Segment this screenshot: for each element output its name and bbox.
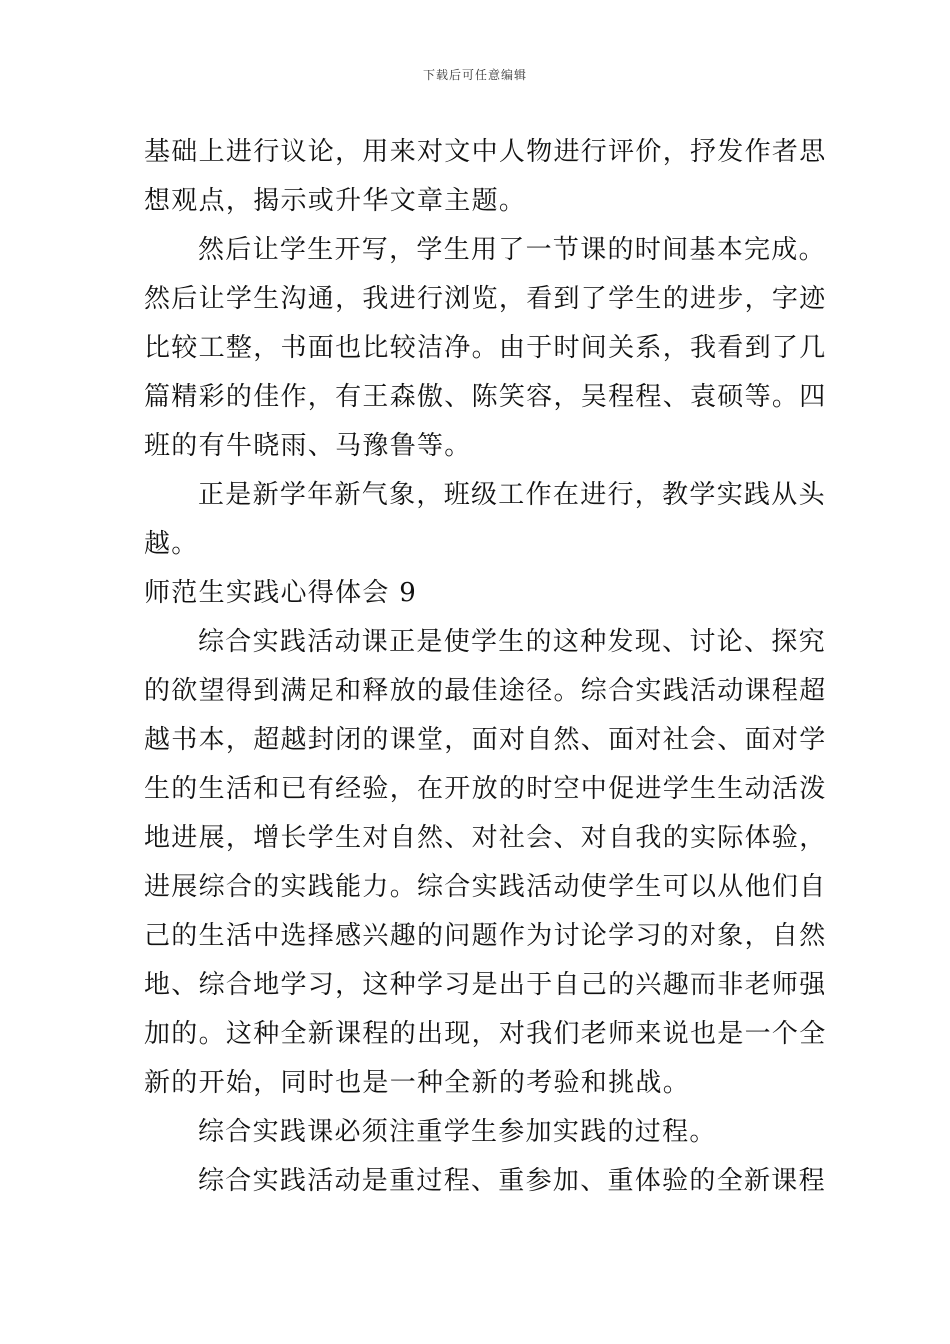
text-line: 比较工整，书面也比较洁净。由于时间关系，我看到了几 bbox=[144, 333, 827, 363]
text-line: 综合实践课必须注重学生参加实践的过程。 bbox=[198, 1117, 717, 1147]
text-line: 综合实践活动是重过程、重参加、重体验的全新课程 bbox=[198, 1166, 826, 1196]
text-line: 正是新学年新气象，班级工作在进行，教学实践从头 bbox=[198, 480, 826, 510]
text-line: 进展综合的实践能力。综合实践活动使学生可以从他们自 bbox=[144, 872, 827, 902]
text-line: 综合实践活动课正是使学生的这种发现、讨论、探究 bbox=[198, 627, 826, 657]
text-line: 加的。这种全新课程的出现，对我们老师来说也是一个全 bbox=[144, 1019, 827, 1049]
text-line: 然后让学生沟通，我进行浏览，看到了学生的进步，字迹 bbox=[144, 284, 827, 314]
text-line: 师范生实践心得体会 9 bbox=[144, 578, 418, 608]
text-line: 生的生活和已有经验，在开放的时空中促进学生生动活泼 bbox=[144, 774, 827, 804]
text-line: 然后让学生开写，学生用了一节课的时间基本完成。 bbox=[198, 235, 826, 265]
text-line: 想观点，揭示或升华文章主题。 bbox=[144, 186, 527, 216]
text-line: 基础上进行议论，用来对文中人物进行评价，抒发作者思 bbox=[144, 137, 827, 167]
text-line: 班的有牛晓雨、马豫鲁等。 bbox=[144, 431, 472, 461]
text-line: 越。 bbox=[144, 529, 199, 559]
text-line: 篇精彩的佳作，有王森傲、陈笑容，吴程程、袁硕等。四 bbox=[144, 382, 827, 412]
text-line: 的欲望得到满足和释放的最佳途径。综合实践活动课程超 bbox=[144, 676, 827, 706]
text-line: 地进展，增长学生对自然、对社会、对自我的实际体验， bbox=[144, 823, 827, 853]
text-line: 己的生活中选择感兴趣的问题作为讨论学习的对象，自然 bbox=[144, 921, 827, 951]
text-line: 越书本，超越封闭的课堂，面对自然、面对社会、面对学 bbox=[144, 725, 827, 755]
document-body bbox=[144, 128, 827, 1206]
page-header-note: 下载后可任意编辑 bbox=[422, 68, 527, 82]
text-line: 地、综合地学习，这种学习是出于自己的兴趣而非老师强 bbox=[144, 970, 827, 1000]
text-line: 新的开始，同时也是一种全新的考验和挑战。 bbox=[144, 1068, 691, 1098]
